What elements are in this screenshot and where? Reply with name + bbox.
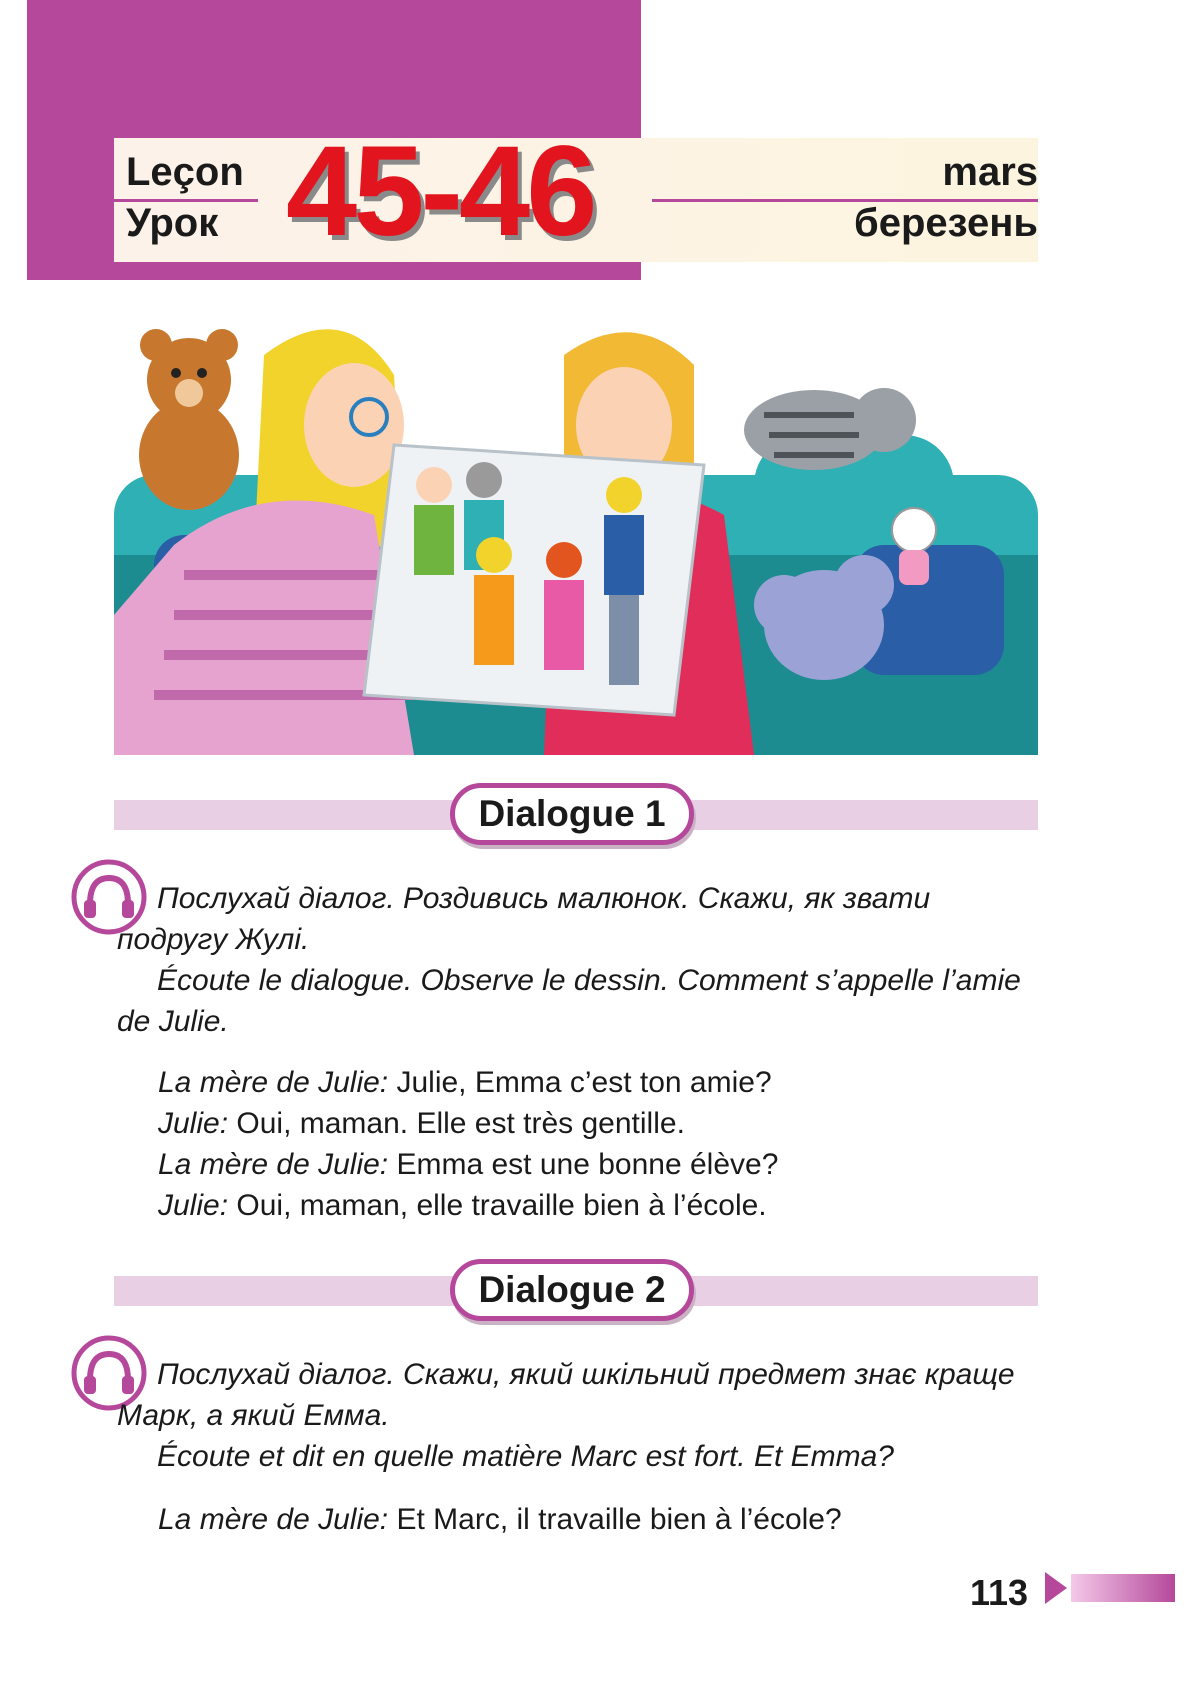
dialogue-1-line	[158, 1144, 778, 1185]
family-photo-illustration	[114, 315, 1038, 755]
dialogue-2-title: Dialogue 2	[450, 1259, 694, 1321]
line-text: Oui, maman, elle travaille bien à l’école.	[228, 1189, 767, 1222]
speaker: La mère de Julie:	[158, 1066, 389, 1099]
dialogue-1-line	[158, 1062, 772, 1103]
dialogue-1-line	[158, 1185, 767, 1226]
line-text: Oui, maman. Elle est très gentille.	[228, 1107, 685, 1140]
line-text: Julie, Emma c’est ton amie?	[388, 1066, 772, 1099]
dialogue-2-instruction-fr: Écoute et dit en quelle matière Marc est fort. Et Emma?	[157, 1440, 894, 1473]
speaker: Julie:	[158, 1107, 229, 1140]
family-photo-icon	[364, 445, 704, 715]
line-text: Emma est une bonne élève?	[388, 1148, 779, 1181]
page-arrow-icon	[1045, 1570, 1175, 1606]
dialogue-1-line	[158, 1103, 685, 1144]
speaker: La mère de Julie:	[158, 1148, 389, 1181]
month-fr: mars	[942, 150, 1038, 194]
line-text: Et Marc, il travaille bien à l’école?	[388, 1503, 842, 1536]
dialogue-2-line	[158, 1499, 842, 1540]
dialogue-1-instruction-uk: Послухай діалог. Роздивись малюнок. Скажи, як звати подругу Жулі.	[117, 882, 931, 956]
lesson-number: 45-46	[286, 120, 594, 263]
dialogue-2-instruction-uk: Послухай діалог. Скажи, який шкільний предмет знає краще Марк, а який Емма.	[117, 1358, 1015, 1432]
speaker: La mère de Julie:	[158, 1503, 389, 1536]
dialogue-1-instruction-fr: Écoute le dialogue. Observe le dessin. Comment s’appelle l’amie de Julie.	[117, 964, 1021, 1038]
page-number: 113	[970, 1572, 1029, 1613]
lesson-label-fr: Leçon	[126, 150, 244, 194]
lesson-label-uk: Урок	[126, 201, 219, 245]
speaker: Julie:	[158, 1189, 229, 1222]
dialogue-1-title: Dialogue 1	[450, 783, 694, 845]
month-uk: березень	[854, 201, 1038, 245]
teddy-bear-icon	[139, 329, 239, 510]
